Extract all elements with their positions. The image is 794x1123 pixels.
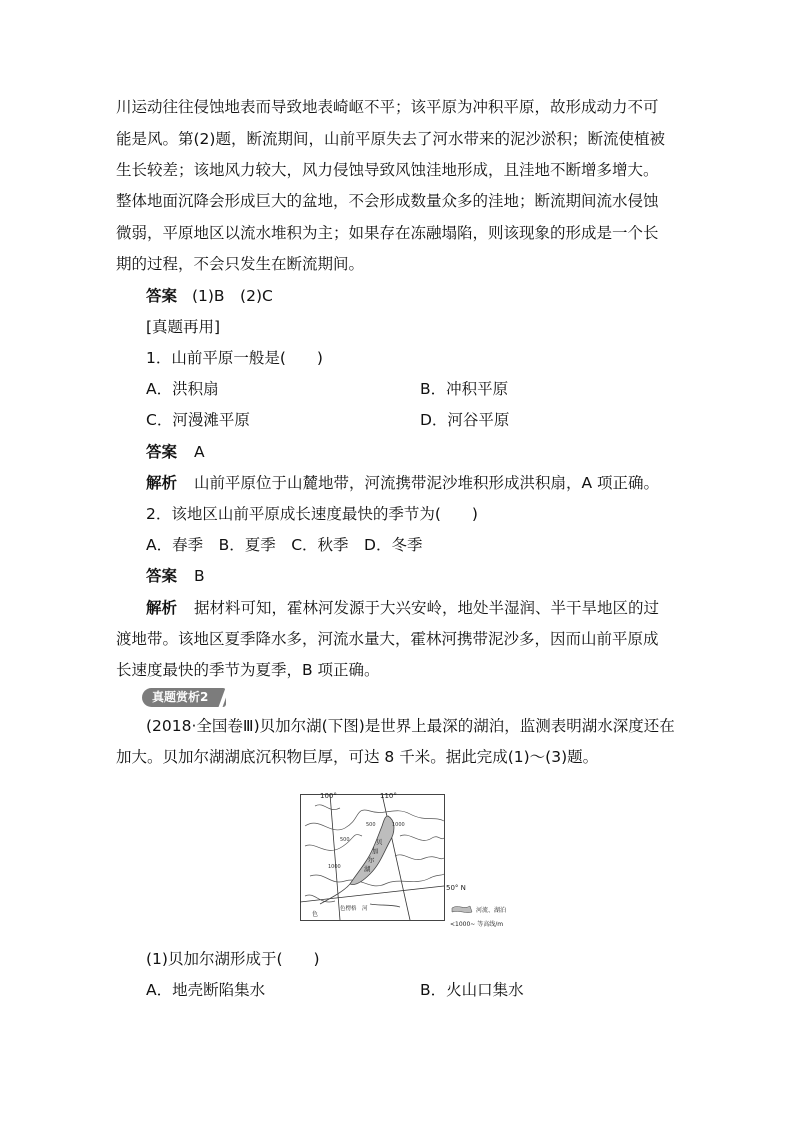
option-a: A．洪积扇 [146, 380, 219, 398]
intro-line: 加大。贝加尔湖湖底沉积物巨厚，可达 8 千米。据此完成(1)～(3)题。 [116, 748, 599, 766]
answer-line [146, 441, 205, 463]
question-stem: 1．山前平原一般是( ) [146, 349, 323, 367]
answer-line [146, 285, 273, 307]
option-c: C．河漫滩平原 [146, 411, 250, 429]
section-badge [142, 688, 230, 707]
text-line: 整体地面沉降会形成巨大的盆地，不会形成数量众多的洼地；断流期间流水侵蚀 [116, 192, 659, 210]
answer-label: 答案 [146, 443, 178, 461]
text-line: 期的过程，不会只发生在断流期间。 [116, 255, 365, 273]
text-line: 生长较差；该地风力较大，风力侵蚀导致风蚀洼地形成，且洼地不断增多增大。 [116, 161, 659, 179]
answer-label: 答案 [146, 287, 178, 305]
legend-contour-label: <1000~ 等高线/m [450, 921, 504, 928]
river-label: 色楞格 河 [340, 906, 368, 912]
intro-line: (2018·全国卷Ⅲ)贝加尔湖(下图)是世界上最深的湖泊，监测表明湖水深度还在 [146, 717, 675, 735]
lon-label: 110° [380, 792, 397, 800]
section-badge-label: 真题赏析2 [152, 690, 209, 704]
lake-label: 贝 [376, 838, 383, 846]
lake-label: 尔 [368, 856, 375, 864]
option-a: A．地壳断陷集水 [146, 981, 266, 999]
legend-lake-swatch [452, 906, 472, 913]
contour-label: 500 [340, 837, 350, 843]
analysis-line [146, 472, 659, 494]
answer-text: (1)B (2)C [191, 287, 273, 305]
answer-label: 答案 [146, 567, 178, 585]
contour-label: 500 [366, 822, 376, 828]
analysis-label: 解析 [146, 474, 178, 492]
analysis-line: 渡地带。该地区夏季降水多，河流水量大，霍林河携带泥沙多，因而山前平原成 [116, 630, 659, 648]
lake-label: 加 [372, 847, 379, 855]
analysis-text: 山前平原位于山麓地带，河流携带泥沙堆积形成洪积扇，A 项正确。 [193, 474, 659, 492]
map-text: 色 [312, 911, 319, 918]
text-line: 能是风。第(2)题，断流期间，山前平原失去了河水带来的泥沙淤积；断流使植被 [116, 130, 665, 148]
lon-label: 100° [320, 792, 337, 800]
answer-text: B [193, 567, 205, 585]
section-heading: [真题再用] [146, 318, 221, 336]
option-b: B．火山口集水 [420, 981, 524, 999]
baikal-map [300, 786, 526, 932]
answer-text: A [193, 443, 205, 461]
options-line: A．春季 B．夏季 C．秋季 D．冬季 [146, 536, 423, 554]
question-stem: (1)贝加尔湖形成于( ) [146, 950, 320, 968]
lake-label: 湖 [364, 865, 371, 873]
contour-label: 1000 [328, 864, 341, 870]
analysis-line [146, 597, 659, 619]
question-stem: 2．该地区山前平原成长速度最快的季节为( ) [146, 505, 478, 523]
analysis-text: 据材料可知，霍林河发源于大兴安岭，地处半湿润、半干旱地区的过 [193, 599, 659, 617]
legend-lake-label: 河流、湖泊 [476, 907, 507, 914]
text-line: 川运动往往侵蚀地表而导致地表崎岖不平；该平原为冲积平原，故形成动力不可 [116, 98, 659, 116]
text-line: 微弱，平原地区以流水堆积为主；如果存在冻融塌陷，则该现象的形成是一个长 [116, 224, 659, 242]
analysis-label: 解析 [146, 599, 178, 617]
analysis-line: 长速度最快的季节为夏季，B 项正确。 [116, 661, 380, 679]
answer-line [146, 565, 205, 587]
option-d: D．河谷平原 [420, 411, 510, 429]
lat-label: 50° N [446, 884, 466, 892]
contour-label: 1000 [392, 822, 405, 828]
option-b: B．冲积平原 [420, 380, 509, 398]
